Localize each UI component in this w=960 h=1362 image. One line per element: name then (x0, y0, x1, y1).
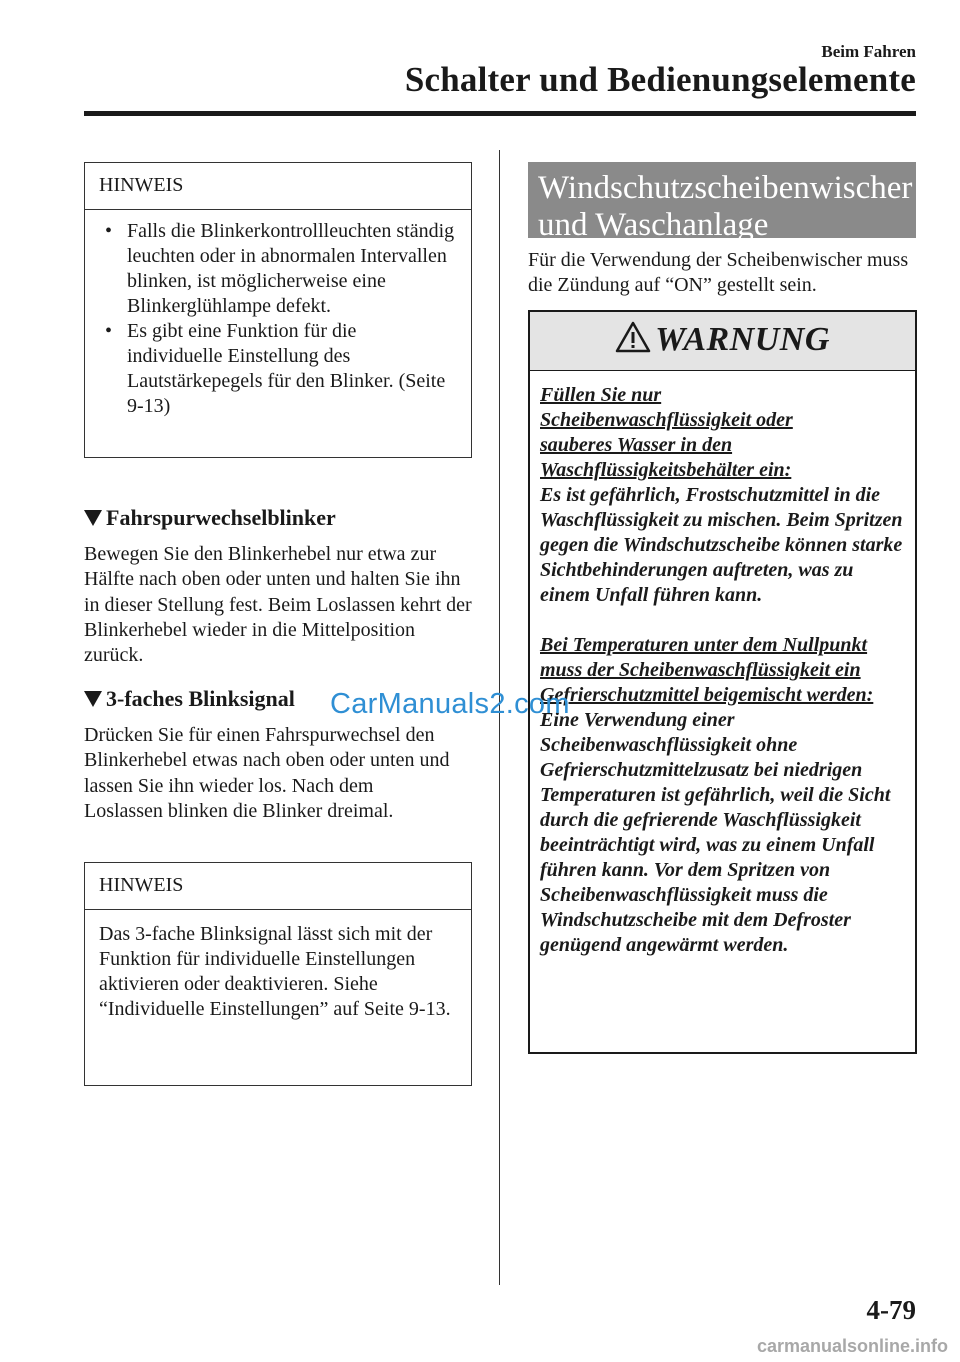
note-box-1 (84, 162, 472, 458)
spacer (540, 608, 905, 633)
note-body (85, 210, 471, 419)
footer-watermark: carmanualsonline.info (756, 1336, 948, 1356)
header-rule (84, 111, 916, 116)
wiper-section-heading: Windschutzscheibenwischer und Waschanlage (528, 162, 916, 238)
note-bullet-text: Falls die Blinkerkontrollleuchten ständig leuchten oder in abnormalen Intervallen blinken, ist möglicherweise eine Blinkerglühlampe defekt. (127, 220, 455, 317)
warning-triangle-icon (615, 321, 651, 353)
warning-box (528, 310, 917, 1054)
triple-signal-text: Drücken Sie für einen Fahrspurwechsel den Blinkerhebel etwas nach oben oder unten und lassen Sie ihn wieder los. Nach dem Loslassen blinken die Blinker dreimal. (84, 724, 450, 822)
warning-block2-text: Eine Verwendung einer Scheibenwaschflüssigkeit ohne Gefrierschutzmittelzusatz bei niedrigen Temperaturen ist gefährlich, weil die Sicht durch die gefrierende Waschflüssigkeit beeinträchtigt wird, was zu einem Unfall führen kann. Vor dem Spritzen von Scheibenwaschflüssigkeit muss die Windschutzscheibe mit dem Defroster genügend angewärmt werden. (540, 709, 891, 956)
note-bullet-text: Es gibt eine Funktion für die individuelle Einstellung des Lautstärkepegels für den Blinker. (Seite 9-13) (127, 320, 446, 417)
lane-change-text: Bewegen Sie den Blinkerhebel nur etwa zur Hälfte nach oben oder unten und halten Sie ihn in dieser Stellung fest. Beim Loslassen kehrt der Blinkerhebel wieder in die Mittelposition zurück. (84, 543, 472, 667)
note-bullet-item (99, 319, 455, 419)
page-number: 4-79 (866, 1295, 916, 1325)
triple-signal-heading-text: 3-faches Blinksignal (106, 686, 295, 711)
note-bullet-item (99, 219, 455, 319)
note-body: Das 3-fache Blinksignal lässt sich mit der Funktion für individuelle Einstellungen aktivieren oder deaktivieren. Siehe “Individuelle Einstellungen” auf Seite 9-13. (99, 923, 451, 1020)
warning-block1-heading: Füllen Sie nur Scheibenwaschflüssigkeit oder sauberes Wasser in den Waschflüssigkeitsbehälter ein: (540, 384, 793, 481)
triangle-down-icon (84, 691, 102, 707)
lane-change-heading (84, 505, 484, 531)
warning-header (530, 312, 915, 371)
triangle-down-icon (84, 510, 102, 526)
bullet-icon: • (105, 220, 113, 242)
lane-change-heading-text: Fahrspurwechselblinker (106, 505, 336, 530)
watermark: CarManuals2.com (330, 688, 570, 720)
chapter-title: Schalter und Bedienungselemente (404, 60, 916, 99)
warning-block1-text: Es ist gefährlich, Frostschutzmittel in die Waschflüssigkeit zu mischen. Beim Spritzen gegen die Windschutzscheibe können starke Sichtbehinderungen auftreten, was zu einem Unfall führen kann. (540, 484, 903, 606)
section-label: Beim Fahren (821, 42, 916, 61)
note-label: HINWEIS (85, 863, 471, 910)
warning-body (530, 371, 915, 958)
bullet-icon: • (105, 320, 113, 342)
warning-block2-heading: Bei Temperaturen unter dem Nullpunkt muss der Scheibenwaschflüssigkeit ein Gefrierschutzmittel beigemischt werden: (540, 634, 874, 706)
note-label: HINWEIS (85, 163, 471, 210)
warning-title: WARNUNG (655, 321, 830, 358)
wiper-intro-text: Für die Verwendung der Scheibenwischer muss die Zündung auf “ON” gestellt sein. (528, 249, 909, 297)
note-box-2 (84, 862, 472, 1086)
